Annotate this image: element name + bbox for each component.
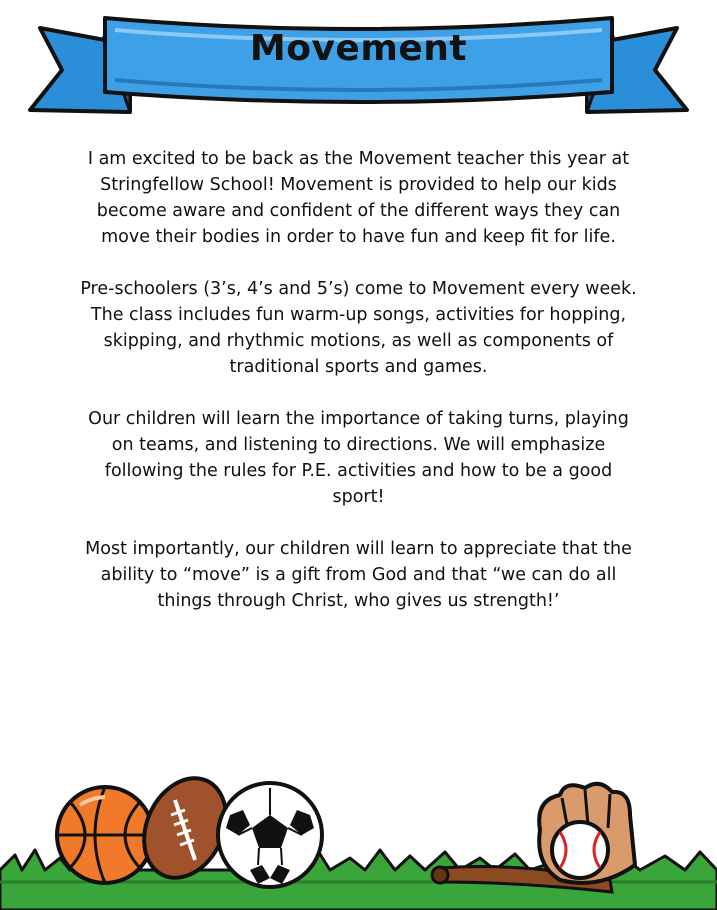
soccer-ball-icon (218, 783, 322, 887)
baseball-icon (552, 822, 608, 878)
paragraph-closing: Most importantly, our children will learn to appreciate that the ability to “move” is a gift from God and that “we can do all things through Christ, who gives us strength!’ (85, 539, 632, 611)
sports-balls-illustration (0, 770, 717, 910)
letter-body (80, 146, 637, 640)
page-title: Movement (249, 28, 468, 69)
paragraph-learning: Our children will learn the importance of taking turns, playing on teams, and listening to directions. We will emphasize following the rules for P.E. activities and how to be a good sport! (88, 409, 629, 507)
basketball-icon (57, 787, 153, 883)
paragraph-intro: I am excited to be back as the Movement teacher this year at Stringfellow School! Movement is provided to help our kids become aware and confident of the different ways they can move their bodies in order to have fun and keep fit for life. (87, 149, 630, 247)
paragraph-preschool: Pre-schoolers (3’s, 4’s and 5’s) come to Movement every week. The class includes fun warm-up songs, activities for hopping, skipping, and rhythmic motions, as well as components of traditional sports and games. (80, 279, 637, 377)
